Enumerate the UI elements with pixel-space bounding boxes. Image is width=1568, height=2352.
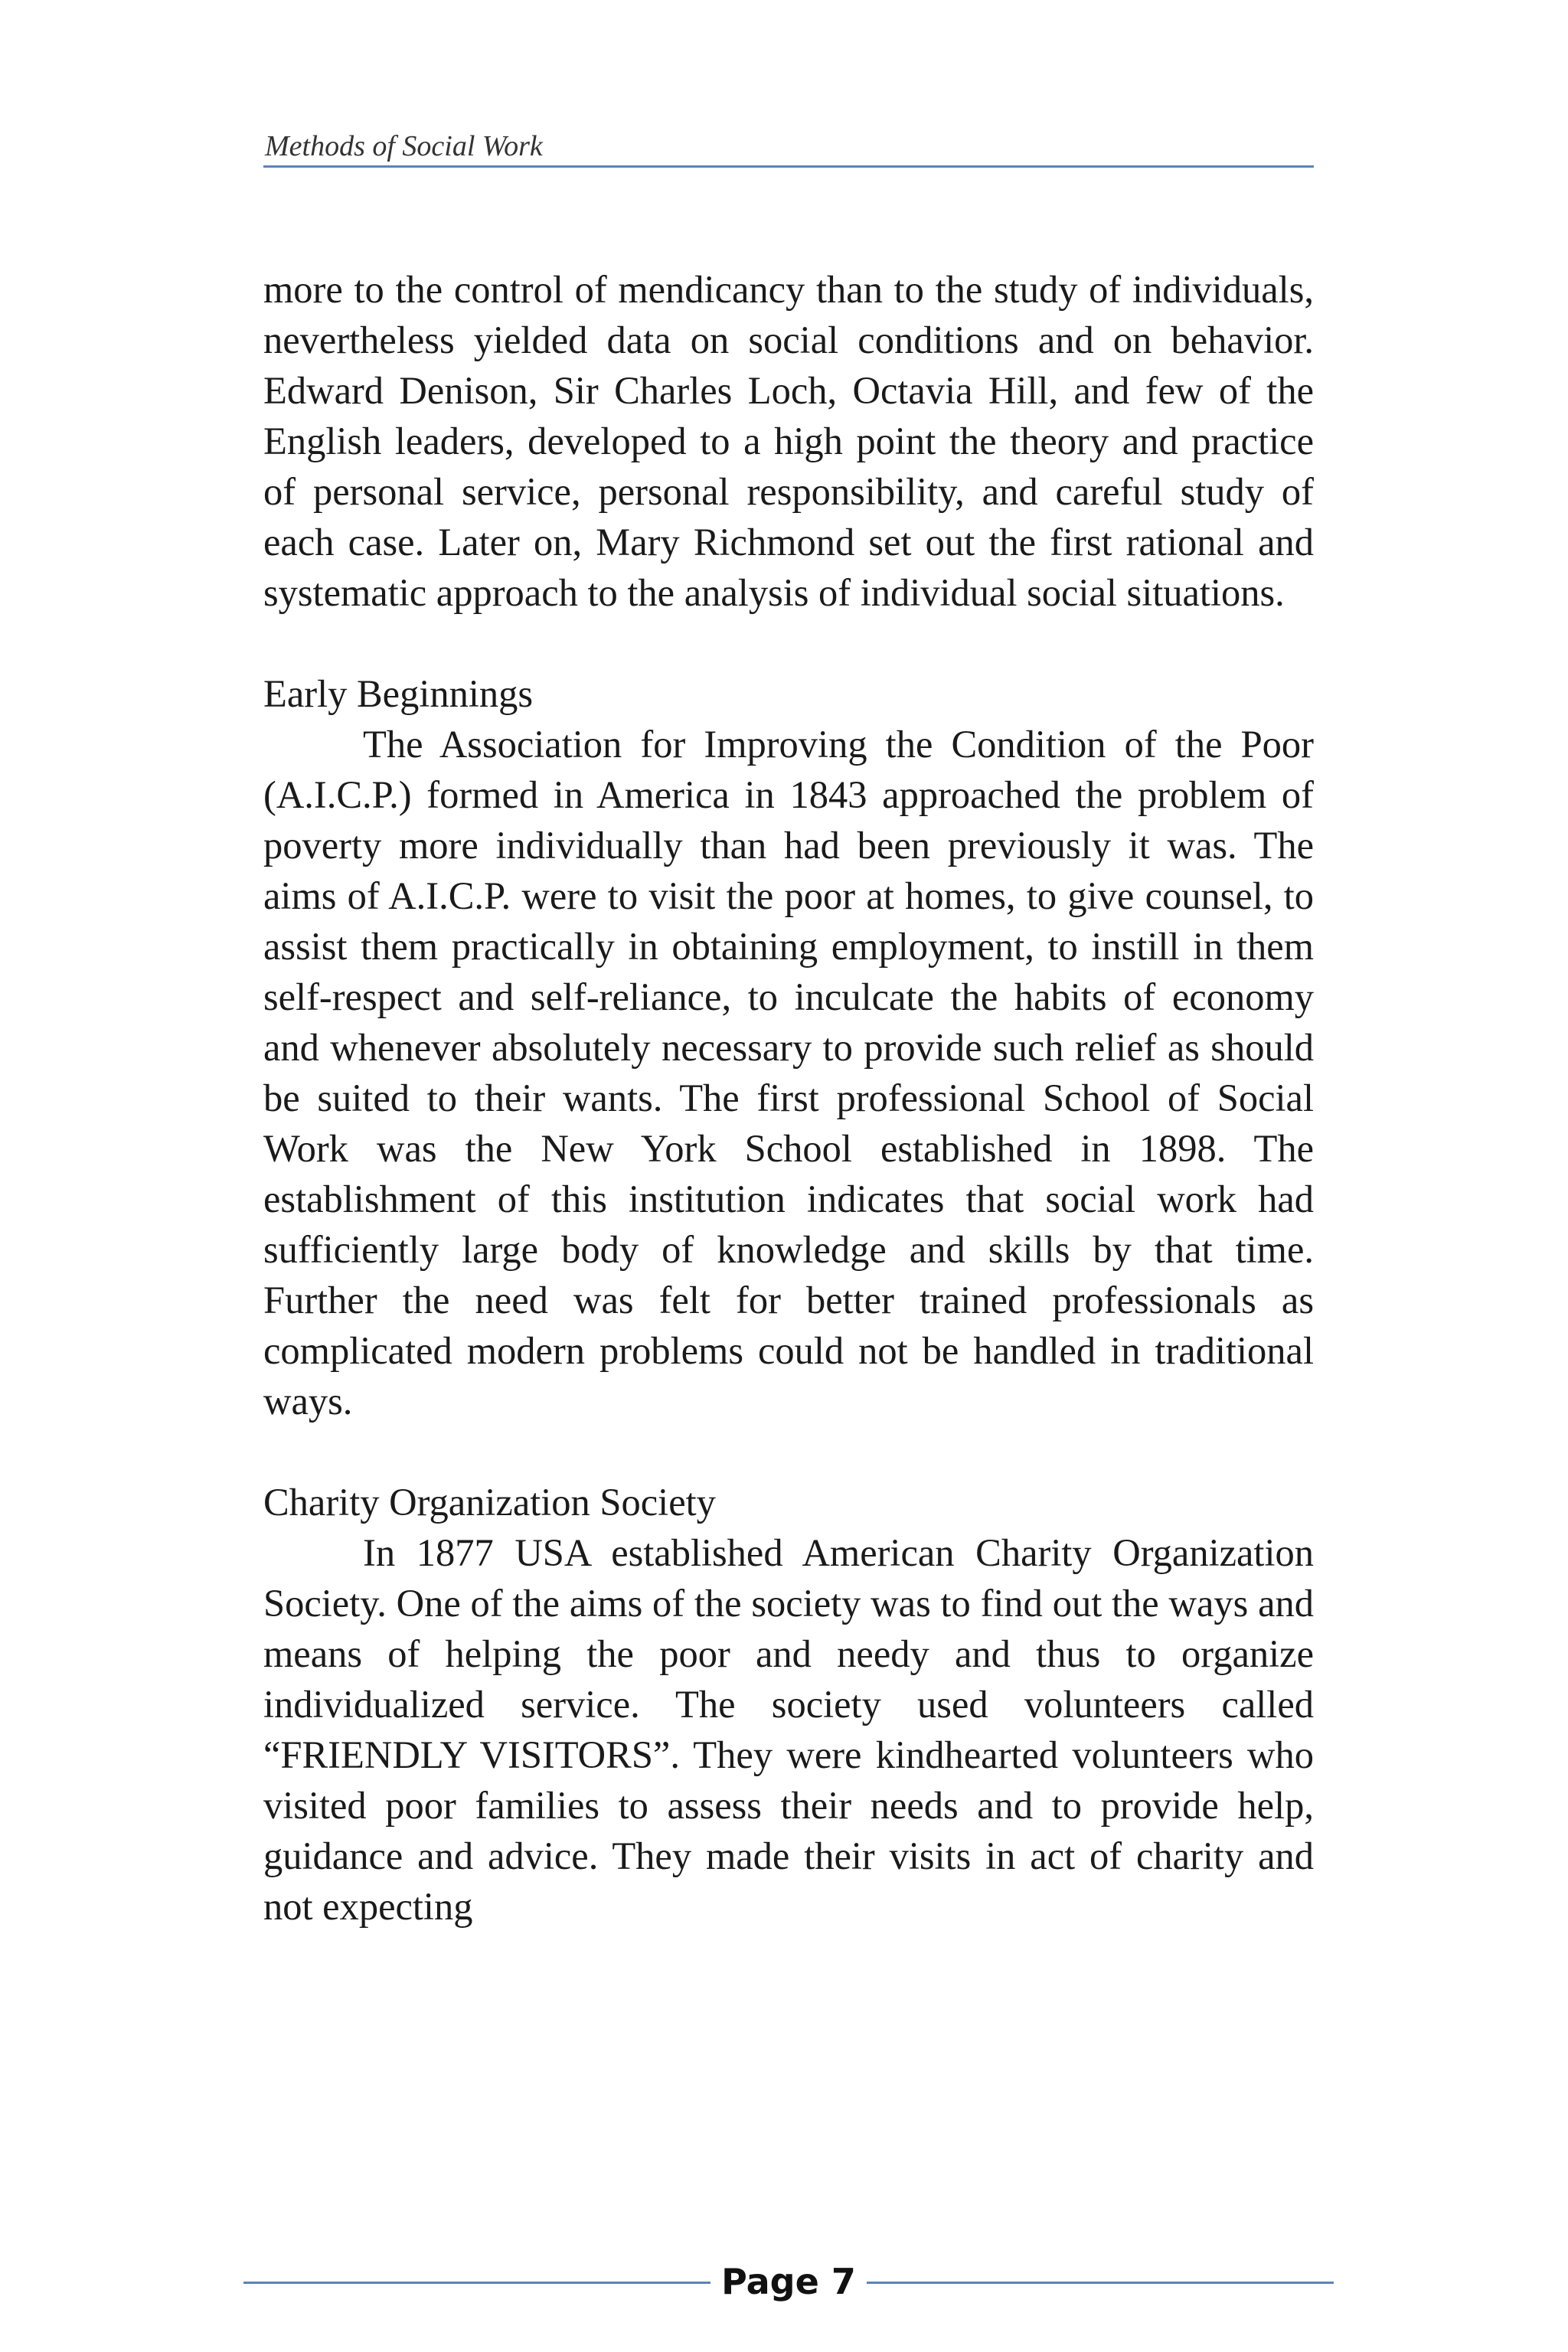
paragraph-gap: [263, 618, 1314, 668]
footer-rule-right: [867, 2282, 1334, 2284]
page-body: [263, 264, 1314, 1932]
paragraph-gap: [263, 1426, 1314, 1477]
footer-rule-left: [243, 2282, 710, 2284]
running-header: [263, 129, 1314, 168]
page-footer: [243, 2259, 1334, 2305]
intro-paragraph: more to the control of mendicancy than to the study of individuals, nevertheless yielded data on social conditions and on behavior. Edward Denison, Sir Charles Loch, Octavia Hill, and few of the English leaders, developed to a high point the theory and practice of personal service, personal responsibility, and careful study of each case. Later on, Mary Richmond set out the first rational and systematic approach to the analysis of individual social situations.: [263, 268, 1314, 614]
section-heading-early-beginnings: Early Beginnings: [263, 672, 534, 715]
header-title: Methods of Social Work: [265, 130, 543, 162]
page-number: Page 7: [721, 2261, 856, 2302]
charity-organization-paragraph: In 1877 USA established American Charity Organization Society. One of the aims of the society was to find out the ways and means of helping the poor and needy and thus to organize individualized service. The society used volunteers called “FRIENDLY VISITORS”. They were kindhearted volunteers who visited poor families to assess their needs and to provide help, guidance and advice. They made their visits in act of charity and not expecting: [263, 1531, 1314, 1928]
early-beginnings-paragraph: The Association for Improving the Condition of the Poor (A.I.C.P.) formed in America in 1843 approached the problem of poverty more individually than had been previously it was. The aims of A.I.C.P. were to visit the poor at homes, to give counsel, to assist them practically in obtaining employment, to instill in them self-respect and self-reliance, to inculcate the habits of economy and whenever absolutely necessary to provide such relief as should be suited to their wants. The first professional School of Social Work was the New York School established in 1898. The establishment of this institution indicates that social work had sufficiently large body of knowledge and skills by that time. Further the need was felt for better trained professionals as complicated modern problems could not be handled in traditional ways.: [263, 723, 1314, 1423]
section-heading-charity-organization: Charity Organization Society: [263, 1481, 716, 1524]
